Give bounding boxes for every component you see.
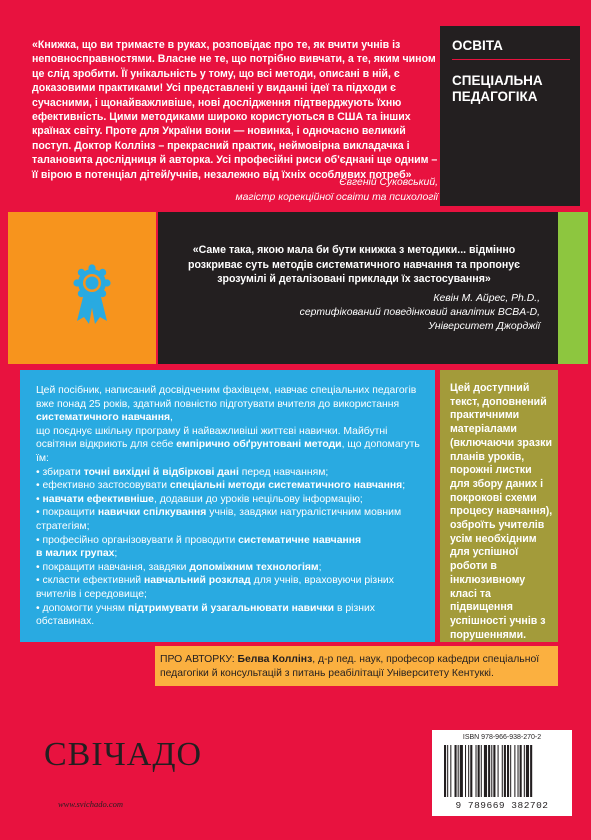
barcode-bar [468, 745, 469, 797]
about-author [160, 653, 552, 680]
description-intro: Цей посібник, написаний досвідченим фахівцем, навчає спеціальних педагогів вже понад 25 років, здатний повністю підготувати вчителя до використання систематичного навчання, [36, 385, 417, 424]
list-item: • професійно організовувати й проводити систематичне навчання в малих групах; [36, 534, 362, 560]
barcode-bar [524, 745, 525, 797]
barcode-bar [488, 745, 490, 797]
category-panel [440, 26, 580, 206]
publisher-website: www.svichado.com [58, 799, 124, 809]
author-description: , д-р пед. наук, професор кафедри спеціальної педагогіки й консультацій з питань реабілітації Університету Кентуккі. [160, 654, 540, 679]
barcode-bar [478, 745, 480, 797]
barcode-bar [450, 745, 451, 797]
barcode-digits: 9 789669 382702 [455, 800, 549, 811]
top-quote-author-title: магістр корекційної освіти та психології [235, 191, 438, 203]
barcode-bar [502, 745, 503, 797]
barcode-bar [447, 745, 448, 797]
barcode-bar [498, 745, 499, 797]
book-description [36, 384, 426, 629]
barcode-bar [520, 745, 522, 797]
summary-text: Цей доступний текст, доповнений практичними матеріалами (включаючи зразки планів уроків, порожні листки для збору даних і покрокові схеми процесу навчання), озброїть учителів усім необхідним для успішної роботи в інклюзивному класі та підвищення успішності учнів з порушеннями. [450, 382, 553, 641]
barcode-bar [504, 745, 506, 797]
barcode-bar [491, 745, 492, 797]
list-item: • навчати ефективніше, додавши до уроків нецільову інформацію; [36, 493, 363, 505]
barcode-bar [526, 745, 529, 797]
category-line-2: СПЕЦІАЛЬНА ПЕДАГОГІКА [452, 73, 543, 104]
mid-quote-signature [250, 292, 540, 335]
mid-quote-author-title-2: Університет Джорджії [428, 321, 540, 333]
green-accent-panel [558, 212, 588, 364]
list-item: • покращити навчання, завдяки допоміжним технологіям; [36, 561, 322, 573]
barcode-bar [476, 745, 477, 797]
mid-quote-author-title-1: сертифікований поведінковий аналітик BCBA-D, [299, 307, 540, 319]
barcode-bar [514, 745, 515, 797]
barcode-bar [484, 745, 487, 797]
category-divider [452, 59, 570, 60]
barcode-bar [530, 745, 532, 797]
top-quote-author: Євгеній Суковський, [339, 177, 438, 188]
orange-panel [8, 212, 156, 364]
barcode-icon [440, 745, 564, 799]
list-item: • допомогти учням підтримувати й узагальнювати навички в різних обставинах. [36, 602, 375, 628]
about-author-label: ПРО АВТОРКУ: [160, 654, 238, 665]
barcode-bar [470, 745, 472, 797]
barcode-bar [460, 745, 463, 797]
award-ribbon-icon [8, 212, 156, 364]
description-intro-cont: що поєднує шкільну програму й найважливіші життєві навички. Майбутні освітяни відкриють для себе емпірично обґрунтовані методи, що допомагуть їм: [36, 425, 420, 464]
barcode-bar [465, 745, 466, 797]
list-item: • скласти ефективний навчальний розклад для учнів, враховуючи різних вчителів і середовище; [36, 575, 394, 600]
mid-quote: «Саме така, якою мала би бути книжка з методики... відмінно розкриває суть методів систематичного навчання та пропонує зрозумілі й деталізовані приклади їх застосування» [187, 244, 521, 286]
mid-quote-author: Кевін М. Айрес, Ph.D., [433, 293, 540, 304]
list-item: • ефективно застосовувати спеціальні методи систематичного навчання; [36, 480, 406, 492]
barcode-bar [444, 745, 446, 797]
barcode-bar [455, 745, 457, 797]
barcode-bar [518, 745, 519, 797]
top-quote: «Книжка, що ви тримаєте в руках, розповідає про те, як вчити учнів із неповносправностями. Власне не те, що потрібно вивчати, а те, яким чином це слід зробити. Її унікальність у тому, що всі методи, описані в ній, є доказовими практиками! Усі представлені у виданні ідеї та підходи є сучасними, і щонайважливіше, нові дослідження підтверджують їхню ефективність. Цими методиками широко користуються в США та інших країнах світу. Проте для України вони — новинка, і одночасно великий поступ. Доктор Коллінз – прекрасний практик, неймовірна викладачка і талановита дослідниця й авторка. Усі професійні риси об'єднані ще одним – її вірою в потенціал дітей/учнів, незалежно від їхніх особливих потреб» [32, 39, 438, 181]
barcode-bar [507, 745, 509, 797]
barcode-bar [481, 745, 482, 797]
list-item: • покращити навички спілкування учнів, завдяки натуралістичним мовним стратегіям; [36, 507, 402, 532]
top-quote-signature [150, 176, 438, 205]
category-line-1: ОСВІТА [452, 38, 503, 53]
publisher-logo: СВІЧАДО [44, 736, 203, 773]
barcode-bar [493, 745, 495, 797]
quote-panel [158, 212, 558, 364]
author-name: Белва Коллінз [237, 654, 313, 665]
barcode-bar [510, 745, 511, 797]
isbn: ISBN 978-966-938-270-2 [462, 734, 542, 741]
barcode-bar [458, 745, 459, 797]
list-item: • збирати точні вихідні й відбіркові дані перед навчанням; [36, 466, 329, 478]
